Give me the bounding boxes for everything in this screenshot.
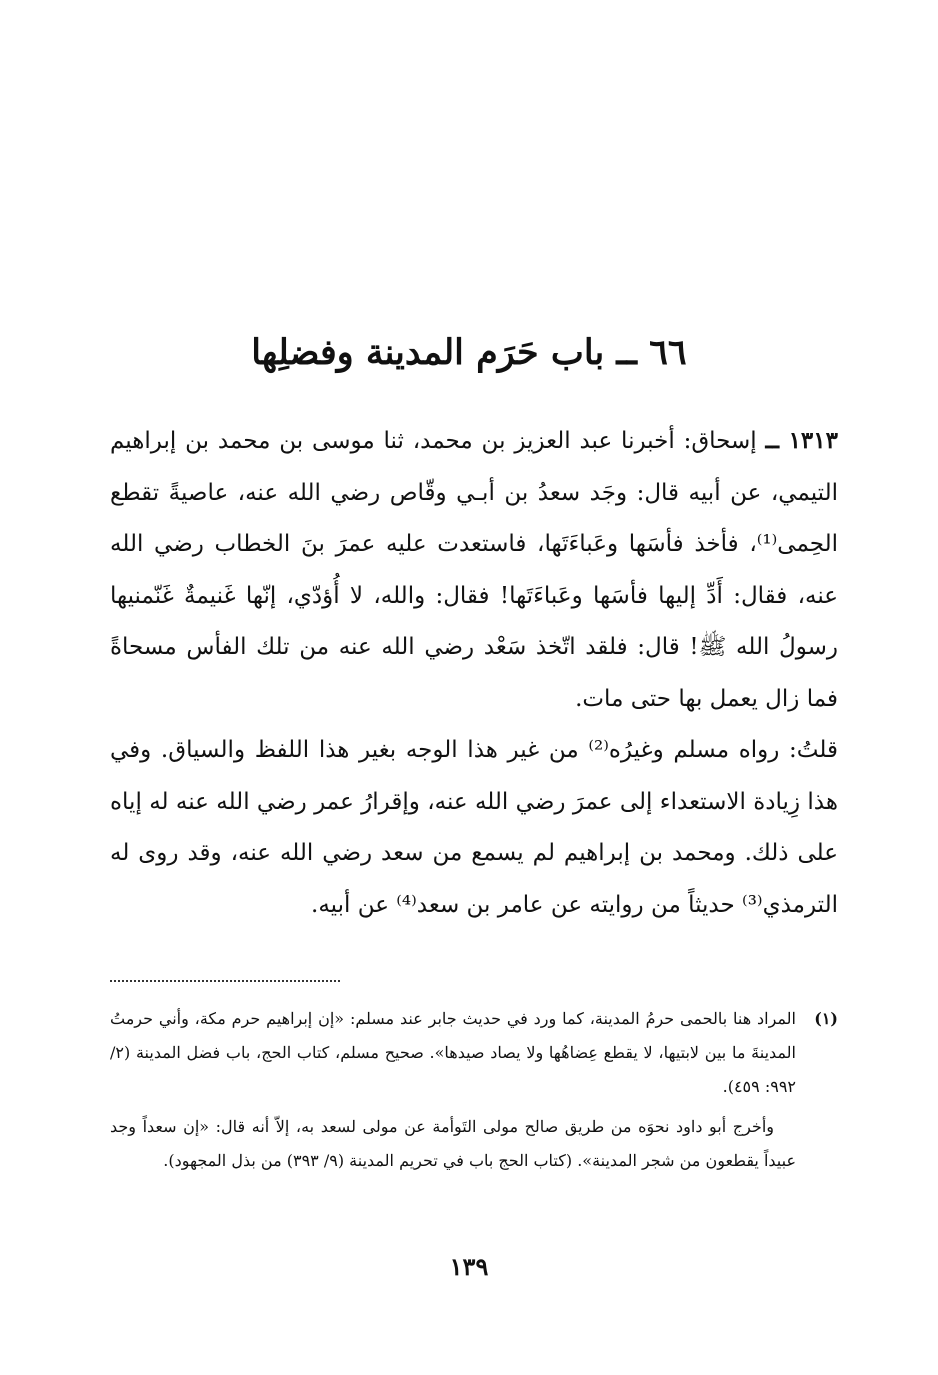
chapter-title: ٦٦ ــ باب حَرَم المدينة وفضلِها [251, 332, 687, 374]
footnote-divider [110, 980, 340, 982]
hadith-body [110, 415, 838, 931]
hadith-paragraph-1 [110, 415, 838, 725]
footnote-1-text: المراد هنا بالحمى حرمُ المدينة، كما ورد في حديث جابر عند مسلم: «إن إبراهيم حرم مكة، وأني حرمتُ المدينةَ ما بين لابتيها، لا يقطع عِضاهُها ولا يصاد صيدها». صحيح مسلم، كتاب الحج، باب فضل المدينة (٢/ ٩٩٢: ٤٥٩). [110, 1009, 796, 1096]
footnotes-section [110, 1002, 838, 1178]
hadith-number: ١٣١٣ ــ [765, 427, 838, 454]
hadith-text: إسحاق: أخبرنا عبد العزيز بن محمد، ثنا موسى بن محمد بن إبراهيم التيمي، عن أبيه قال: وجَد سعدُ بن أبـي وقّاص رضي الله عنه، عاصيةً تقطع الحِمى⁽¹⁾، فأخذ فأسَها وعَباءَتَها، فاستعدت عليه عمرَ بنَ الخطاب رضي الله عنه، فقال: أَدِّ إليها فأسَها وعَباءَتَها! فقال: والله، لا أُؤدّي، إنّها غَنيمةٌ غَنّمنيها رسولُ الله ﷺ! قال: فلقد اتّخذ سَعْد رضي الله عنه من تلك الفأس مسحاةً فما زال يعمل بها حتى مات. [110, 428, 838, 712]
commentary-paragraph: قلتُ: رواه مسلم وغيرُه⁽²⁾ من غير هذا الوجه بغير هذا اللفظ والسياق. وفي هذا زِيادة الاستعداء إلى عمرَ رضي الله عنه، وإقرارُ عمر رضي الله عنه له إياه على ذلك. ومحمد بن إبراهيم لم يسمع من سعد رضي الله عنه، وقد روى له الترمذي⁽³⁾ حديثاً من روايته عن عامر بن سعد⁽⁴⁾ عن أبيه. [110, 737, 838, 918]
page-number: ١٣٩ [449, 1252, 489, 1281]
footnote-1-number: (١) [814, 1009, 838, 1028]
footnote-1 [110, 1002, 838, 1104]
footnote-1-continuation: وأخرج أبو داود نحوَه من طريق صالح مولى التَوأمة عن مولى لسعد به، إلاّ أنه قال: «إن سعداً وجد عبيداً يقطعون من شجر المدينة». (كتاب الحج باب في تحريم المدينة (٩/ ٣٩٣) من بذل المجهود). [110, 1117, 796, 1170]
